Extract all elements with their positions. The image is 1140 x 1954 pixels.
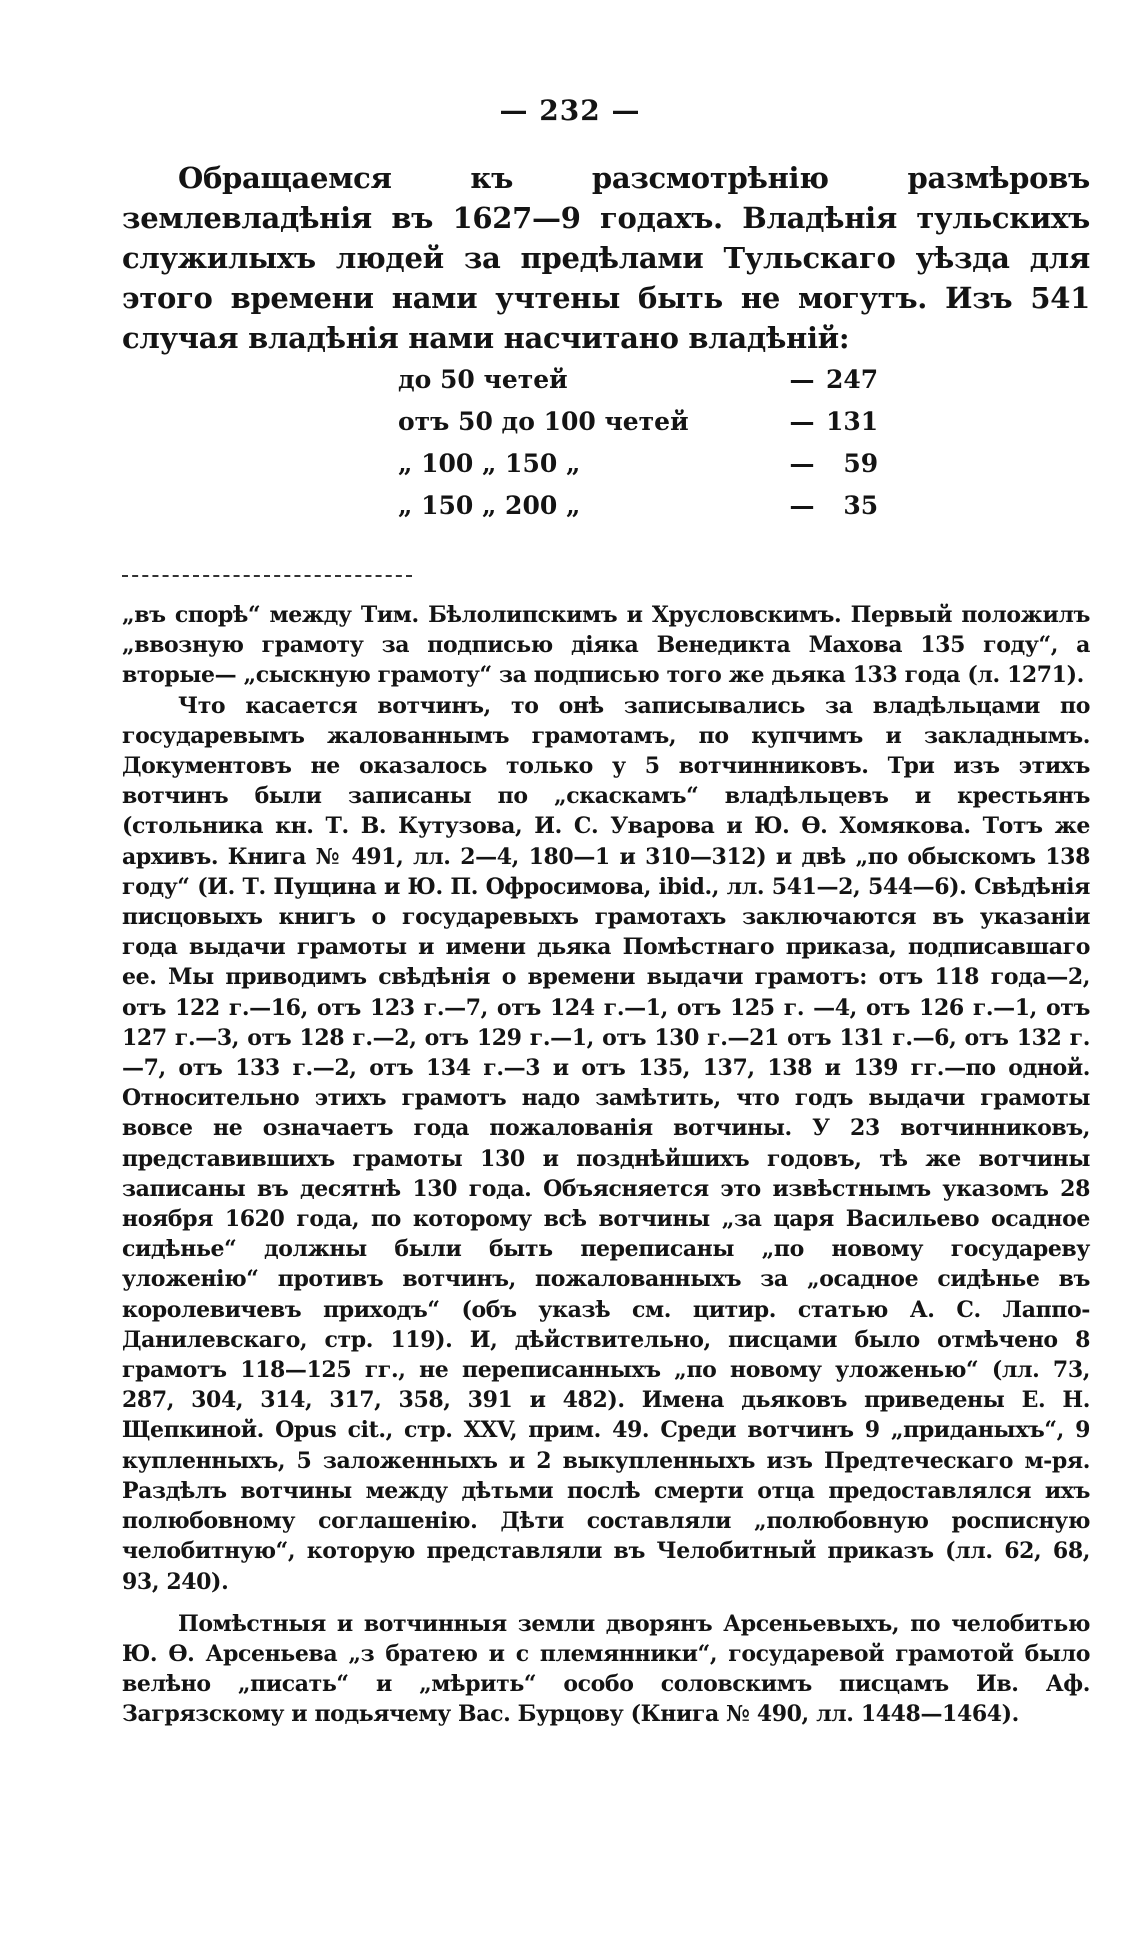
footnote-1: „въ спорѣ“ между Тим. Бѣлолипскимъ и Хрусловскимъ. Первый положилъ „ввозную грамоту за подписью дiяка Венедикта Махова 135 году“, а вторые— „сыскную грамоту“ за подписью того же дьяка 133 года (л. 1271). bbox=[122, 602, 1090, 689]
main-paragraph bbox=[122, 158, 1090, 358]
land-holdings-table bbox=[398, 358, 878, 526]
table-row bbox=[398, 442, 878, 484]
count-cell: 131 bbox=[826, 406, 879, 436]
count-cell: 247 bbox=[826, 364, 879, 394]
footnote-2: Что касается вотчинъ, то онѣ записывались за владѣльцами по государевымъ жалованнымъ грамотамъ, по купчимъ и закладнымъ. Документовъ не оказалось только у 5 вотчинниковъ. Три изъ этихъ вотчинъ были записаны по „скаскамъ“ владѣльцевъ и крестьянъ (стольника кн. Т. В. Кутузова, И. С. Уварова и Ю. Ѳ. Хомякова. Тотъ же архивъ. Книга № 491, лл. 2—4, 180—1 и 310—312) и двѣ „по обыскомъ 138 году“ (И. Т. Пущина и Ю. П. Офросимова, ibid., лл. 541—2, 544—6). Свѣдѣнія писцовыхъ книгъ о государевыхъ грамотахъ заключаются въ указаніи года выдачи грамоты и имени дьяка Помѣстнаго приказа, подписавшаго ее. Мы приводимъ свѣдѣнія о времени выдачи грамотъ: отъ 118 года—2, отъ 122 г.—16, отъ 123 г.—7, отъ 124 г.—1, отъ 125 г. —4, отъ 126 г.—1, отъ 127 г.—3, отъ 128 г.—2, отъ 129 г.—1, отъ 130 г.—21 отъ 131 г.—6, отъ 132 г.—7, отъ 133 г.—2, отъ 134 г.—3 и отъ 135, 137, 138 и 139 гг.—по одной. Относительно этихъ грамотъ надо замѣтить, что годъ выдачи грамоты вовсе не означаетъ года пожалованія вотчины. У 23 вотчинниковъ, представившихъ грамоты 130 и позднѣйшихъ годовъ, тѣ же вотчины записаны въ десятнѣ 130 года. Объясняется это извѣстнымъ указомъ 28 ноября 1620 года, по которому всѣ вотчины „за царя Васильево осадное сидѣнье“ должны были быть переписаны „по новому государеву уложенію“ противъ вотчинъ, пожалованныхъ за „осадное сидѣнье въ королевичевъ приходъ“ (объ указѣ см. цитир. статью А. С. Лаппо-Данилевскаго, стр. 119). И, дѣйствительно, писцами было отмѣчено 8 грамотъ 118—125 гг., не переписанныхъ „по новому уложенью“ (лл. 73, 287, 304, 314, 317, 358, 391 и 482). Имена дьяковъ приведены Е. Н. Щепкиной. Opus cit., стр. XXV, прим. 49. Среди вотчинъ 9 „приданыхъ“, 9 купленныхъ, 5 заложенныхъ и 2 выкупленныхъ изъ Предтеческаго м-ря. Раздѣлъ вотчины между дѣтьми послѣ смерти отца предоставлялся ихъ полюбовному соглашенію. Дѣти составляли „полюбовную росписную челобитную“, которую представляли въ Челобитный приказъ (лл. 62, 68, 93, 240). bbox=[122, 692, 1090, 1595]
range-cell: „ 150 „ 200 „ bbox=[398, 490, 581, 520]
footnote-spacer bbox=[122, 1597, 1090, 1609]
count-cell: 35 bbox=[843, 490, 879, 520]
table-row bbox=[398, 358, 878, 400]
table-row bbox=[398, 484, 878, 526]
footnotes bbox=[122, 600, 1090, 1730]
range-cell: „ 100 „ 150 „ bbox=[398, 448, 581, 478]
count-cell: 59 bbox=[843, 448, 879, 478]
footnote-divider bbox=[122, 575, 412, 577]
range-cell: отъ 50 до 100 четей bbox=[398, 406, 689, 436]
dash-cell: — bbox=[789, 448, 815, 478]
page-number: — 232 — bbox=[499, 94, 641, 127]
dash-cell: — bbox=[789, 364, 815, 394]
dash-cell: — bbox=[789, 490, 815, 520]
table-row bbox=[398, 400, 878, 442]
range-cell: до 50 четей bbox=[398, 364, 568, 394]
paragraph-text: Обращаемся къ разсмотрѣнію размѣровъ землевладѣнія въ 1627—9 годахъ. Владѣнія тульскихъ служилыхъ людей за предѣлами Тульскаго уѣзда для этого времени нами учтены быть не могутъ. Изъ 541 случая владѣнія нами насчитано владѣній: bbox=[122, 161, 1090, 355]
footnote-3: Помѣстныя и вотчинныя земли дворянъ Арсеньевыхъ, по челобитью Ю. Ѳ. Арсеньева „з братею и с племянники“, государевой грамотой было велѣно „писать“ и „мѣрить“ особо соловскимъ писцамъ Ив. Аф. Загрязскому и подьячему Вас. Бурцову (Книга № 490, лл. 1448—1464). bbox=[122, 1610, 1090, 1728]
dash-cell: — bbox=[789, 406, 815, 436]
